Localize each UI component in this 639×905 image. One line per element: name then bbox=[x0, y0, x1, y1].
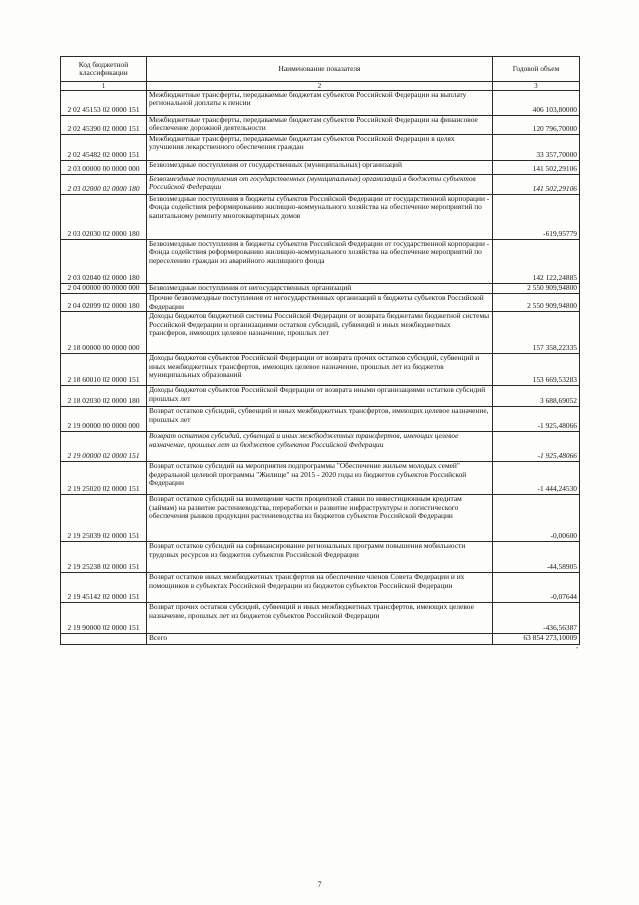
budget-code-cell: 2 18 00000 00 0000 000 bbox=[61, 312, 147, 354]
annual-volume-cell: -0,00600 bbox=[493, 495, 580, 542]
indicator-name-cell: Прочие безвозмездные поступления от негосударственных организаций в бюджеты субъектов Российской Федерации bbox=[147, 294, 493, 312]
annual-volume-cell: 2 550 909,94800 bbox=[493, 294, 580, 312]
budget-code-cell: 2 19 25020 02 0000 151 bbox=[61, 462, 147, 495]
table-row bbox=[61, 354, 580, 386]
indicator-name-cell: Возврат остатков иных межбюджетных трансфертов на обеспечение членов Совета Федерации и их помощников в субъектах Российской Федерации из бюджетов субъектов Российской Федерации bbox=[147, 573, 493, 603]
table-row bbox=[61, 116, 580, 135]
budget-code-cell: 2 02 45482 02 0000 151 bbox=[61, 135, 147, 161]
table-row bbox=[61, 284, 580, 294]
annual-volume-cell: 2 550 909,94800 bbox=[493, 284, 580, 294]
table-row bbox=[61, 407, 580, 432]
indicator-name-cell: Межбюджетные трансферты, передаваемые бюджетам субъектов Российской Федерации на выплату региональной доплаты к пенсии bbox=[147, 91, 493, 116]
budget-revenue-table bbox=[60, 56, 580, 645]
annual-volume-cell: -0,07644 bbox=[493, 573, 580, 603]
annual-volume-cell: 120 796,70000 bbox=[493, 116, 580, 135]
budget-code-cell: 2 19 45142 02 0000 151 bbox=[61, 573, 147, 603]
total-code-cell bbox=[61, 634, 147, 644]
table-row bbox=[61, 161, 580, 175]
indicator-name-cell: Межбюджетные трансферты, передаваемые бюджетам субъектов Российской Федерации на финансовое обеспечение дорожной деятельности bbox=[147, 116, 493, 135]
table-row bbox=[61, 573, 580, 603]
indicator-name-cell: Возврат остатков субсидий на мероприятия подпрограммы "Обеспечение жильем молодых семей" федеральной целевой программы "Жилище" на 2015 - 2020 годы из бюджетов субъектов Российской Федерации bbox=[147, 462, 493, 495]
table-header-row bbox=[61, 57, 580, 82]
annual-volume-cell: -1 925,48066 bbox=[493, 432, 580, 462]
budget-code-cell: 2 03 02000 02 0000 180 bbox=[61, 175, 147, 195]
annual-volume-cell: 141 502,29106 bbox=[493, 161, 580, 175]
annual-volume-cell: -1 444,24530 bbox=[493, 462, 580, 495]
indicator-name-cell: Межбюджетные трансферты, передаваемые бюджетам субъектов Российской Федерации в целях улучшения лекарственного обеспечения граждан bbox=[147, 135, 493, 161]
table-row bbox=[61, 175, 580, 195]
annual-volume-cell: 33 357,70000 bbox=[493, 135, 580, 161]
budget-code-cell: 2 19 25238 02 0000 151 bbox=[61, 542, 147, 573]
indicator-name-cell: Возврат остатков субсидий на софинансирование региональных программ повышения мобильности трудовых ресурсов из бюджетов субъектов Российской Федерации bbox=[147, 542, 493, 573]
annual-volume-cell: 3 688,69052 bbox=[493, 386, 580, 407]
budget-code-cell: 2 19 00000 00 0000 000 bbox=[61, 407, 147, 432]
total-label: Всего bbox=[147, 634, 493, 644]
budget-code-cell: 2 03 00000 00 0000 000 bbox=[61, 161, 147, 175]
budget-code-cell: 2 18 02030 02 0000 180 bbox=[61, 386, 147, 407]
column-number: 3 bbox=[493, 82, 580, 91]
indicator-name-cell: Возврат остатков субсидий, субвенций и иных межбюджетных трансфертов, имеющих целевое назначение, прошлых лет из бюджетов субъектов Российской Федерации bbox=[147, 432, 493, 462]
indicator-name-cell: Безвозмездные поступления от негосударственных организаций bbox=[147, 284, 493, 294]
indicator-name-cell: Возврат прочих остатков субсидий, субвенций и иных межбюджетных трансфертов, имеющих целевое назначение, прошлых лет из бюджетов субъектов Российской Федерации bbox=[147, 603, 493, 634]
budget-code-cell: 2 04 02099 02 0000 180 bbox=[61, 294, 147, 312]
table-row bbox=[61, 195, 580, 240]
table-row bbox=[61, 240, 580, 284]
indicator-name-cell: Безвозмездные поступления от государственных (муниципальных) организаций в бюджеты субъектов Российской Федерации bbox=[147, 175, 493, 195]
total-value: 63 854 273,10009 bbox=[493, 634, 580, 644]
annual-volume-cell: 142 122,24885 bbox=[493, 240, 580, 284]
indicator-name-cell: Безвозмездные поступления в бюджеты субъектов Российской Федерации от государственной корпорации - Фонда содействия реформированию жилищно-коммунального хозяйства на обеспечение мероприятий по переселению граждан из аварийного жилищного фонда bbox=[147, 240, 493, 284]
budget-code-cell: 2 19 00000 02 0000 151 bbox=[61, 432, 147, 462]
table-row bbox=[61, 495, 580, 542]
table-row bbox=[61, 294, 580, 312]
indicator-name-cell: Доходы бюджетов бюджетной системы Российской Федерации от возврата бюджетами бюджетной системы Российской Федерации и организациями остатков субсидий, субвенций и иных межбюджетных трансферов, имеющих целевое назначение, прошлых лет bbox=[147, 312, 493, 354]
table-row bbox=[61, 312, 580, 354]
annual-volume-cell: -1 925,48066 bbox=[493, 407, 580, 432]
budget-code-cell: 2 02 45390 02 0000 151 bbox=[61, 116, 147, 135]
table-row bbox=[61, 542, 580, 573]
column-number: 1 bbox=[61, 82, 147, 91]
table-row bbox=[61, 432, 580, 462]
indicator-name-cell: Доходы бюджетов субъектов Российской Федерации от возврата прочих остатков субсидий, субвенций и иных межбюджетных трансфертов, имеющих целевое назначение, прошлых лет из бюджетов муниципальных образований bbox=[147, 354, 493, 386]
header-code: Код бюджетной классификации bbox=[61, 57, 147, 82]
indicator-name-cell: Возврат остатков субсидий, субвенций и иных межбюджетных трансфертов, имеющих целевое назначение, прошлых лет bbox=[147, 407, 493, 432]
annual-volume-cell: 406 103,80000 bbox=[493, 91, 580, 116]
column-number-row bbox=[61, 82, 580, 91]
budget-code-cell: 2 03 02040 02 0000 180 bbox=[61, 240, 147, 284]
table-row bbox=[61, 603, 580, 634]
budget-code-cell: 2 19 90000 02 0000 151 bbox=[61, 603, 147, 634]
table-row bbox=[61, 91, 580, 116]
indicator-name-cell: Безвозмездные поступления в бюджеты субъектов Российской Федерации от государственной корпорации - Фонда содействия реформированию жилищно-коммунального хозяйства на обеспечение мероприятий по капитальному ремонту многоквартирных домов bbox=[147, 195, 493, 240]
budget-code-cell: 2 02 45153 02 0000 151 bbox=[61, 91, 147, 116]
annual-volume-cell: 153 669,53283 bbox=[493, 354, 580, 386]
total-row bbox=[61, 634, 580, 644]
annual-volume-cell: -44,58905 bbox=[493, 542, 580, 573]
column-number: 2 bbox=[147, 82, 493, 91]
table-row bbox=[61, 462, 580, 495]
header-volume: Годовой объем bbox=[493, 57, 580, 82]
budget-code-cell: 2 04 00000 00 0000 000 bbox=[61, 284, 147, 294]
indicator-name-cell: Доходы бюджетов субъектов Российской Федерации от возврата иными организациями остатков субсидий прошлых лет bbox=[147, 386, 493, 407]
annual-volume-cell: -436,56387 bbox=[493, 603, 580, 634]
header-name: Наименование показателя bbox=[147, 57, 493, 82]
annual-volume-cell: -619,95779 bbox=[493, 195, 580, 240]
annual-volume-cell: 141 502,29106 bbox=[493, 175, 580, 195]
table-row bbox=[61, 135, 580, 161]
table-row bbox=[61, 386, 580, 407]
budget-code-cell: 2 18 60010 02 0000 151 bbox=[61, 354, 147, 386]
end-mark: " bbox=[576, 647, 579, 653]
indicator-name-cell: Возврат остатков субсидий на возмещение части процентной ставки по инвестиционным кредитам (займам) на развитие растениеводства, переработки и развитие инфраструктуры и логистического обеспечения рынков продукции растениеводства из бюджетов субъектов Российской Федерации bbox=[147, 495, 493, 542]
budget-code-cell: 2 19 25039 02 0000 151 bbox=[61, 495, 147, 542]
annual-volume-cell: 157 358,22335 bbox=[493, 312, 580, 354]
indicator-name-cell: Безвозмездные поступления от государственных (муниципальных) организаций bbox=[147, 161, 493, 175]
budget-code-cell: 2 03 02030 02 0000 180 bbox=[61, 195, 147, 240]
page-number: 7 bbox=[317, 880, 322, 889]
